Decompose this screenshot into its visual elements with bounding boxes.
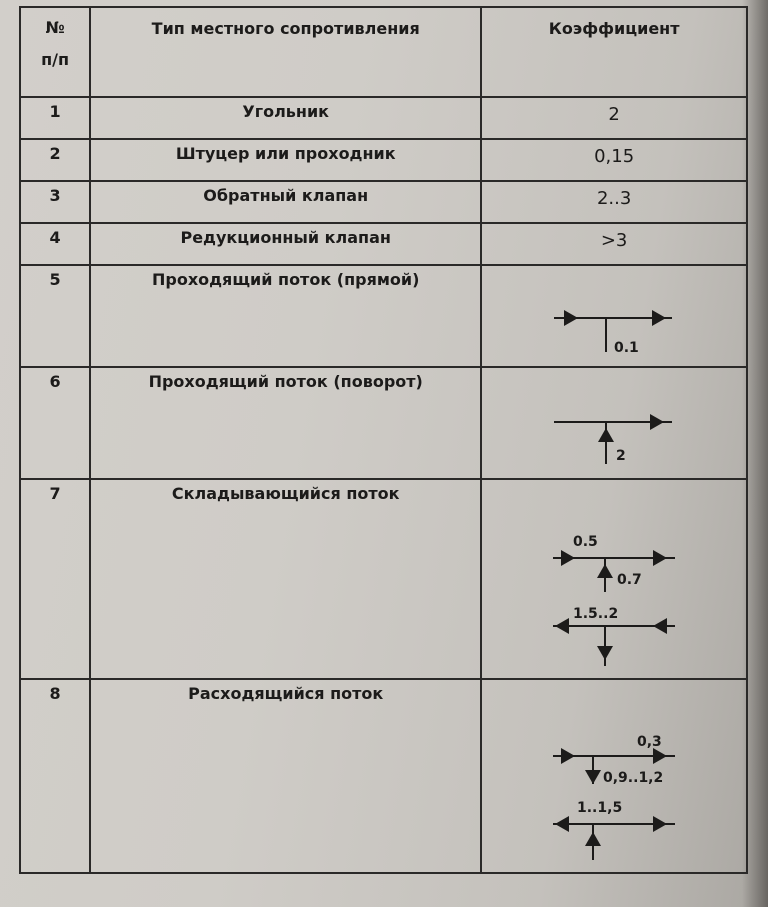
diagram-value: 0.1: [614, 340, 639, 356]
row-type: Проходящий поток (поворот): [90, 367, 481, 479]
row-number: 7: [20, 479, 90, 679]
diagram-top-value: 0.5: [573, 534, 598, 550]
table-row: [20, 139, 747, 181]
row-coefficient: 2..3: [481, 181, 747, 223]
row-number: 8: [20, 679, 90, 873]
row-type: Штуцер или проходник: [90, 139, 481, 181]
table-row: [20, 265, 747, 367]
table-row: [20, 679, 747, 873]
header-coefficient: Коэффициент: [481, 7, 747, 97]
straight-flow-diagram: [544, 266, 684, 362]
merging-flow-diagram: [539, 480, 689, 674]
row-type: Проходящий поток (прямой): [90, 265, 481, 367]
diagram-bottom-value: 1.5..2: [573, 606, 619, 622]
table-row: [20, 479, 747, 679]
row-coefficient: 2: [481, 97, 747, 139]
row-number: 1: [20, 97, 90, 139]
row-number: 5: [20, 265, 90, 367]
row-number: 3: [20, 181, 90, 223]
row-number: 2: [20, 139, 90, 181]
table-row: [20, 367, 747, 479]
header-number-label: п/п: [41, 50, 70, 69]
row-coefficient: >3: [481, 223, 747, 265]
row-coefficient: 0,15: [481, 139, 747, 181]
header-number-symbol: №: [45, 18, 65, 37]
row-number: 4: [20, 223, 90, 265]
row-type: Расходящийся поток: [90, 679, 481, 873]
row-type: Обратный клапан: [90, 181, 481, 223]
diagram-cell: [481, 367, 747, 479]
turning-flow-diagram: [544, 368, 684, 474]
header-number-cell: [20, 7, 90, 97]
diagram-branch-value: 0.7: [617, 572, 642, 588]
diverging-flow-diagram: [539, 680, 689, 868]
diagram-cell: [481, 479, 747, 679]
diagram-branch-value: 0,9..1,2: [603, 770, 664, 786]
table-row: [20, 97, 747, 139]
diagram-top-value: 0,3: [637, 734, 662, 750]
table-row: [20, 223, 747, 265]
table-row: [20, 181, 747, 223]
header-type: Тип местного сопротивления: [90, 7, 481, 97]
row-type: Складывающийся поток: [90, 479, 481, 679]
diagram-value: 2: [616, 448, 626, 464]
diagram-bottom-value: 1..1,5: [577, 800, 623, 816]
row-type: Угольник: [90, 97, 481, 139]
diagram-cell: [481, 265, 747, 367]
table-header-row: [20, 7, 747, 97]
row-type: Редукционный клапан: [90, 223, 481, 265]
diagram-cell: [481, 679, 747, 873]
resistance-table: [19, 6, 748, 874]
row-number: 6: [20, 367, 90, 479]
